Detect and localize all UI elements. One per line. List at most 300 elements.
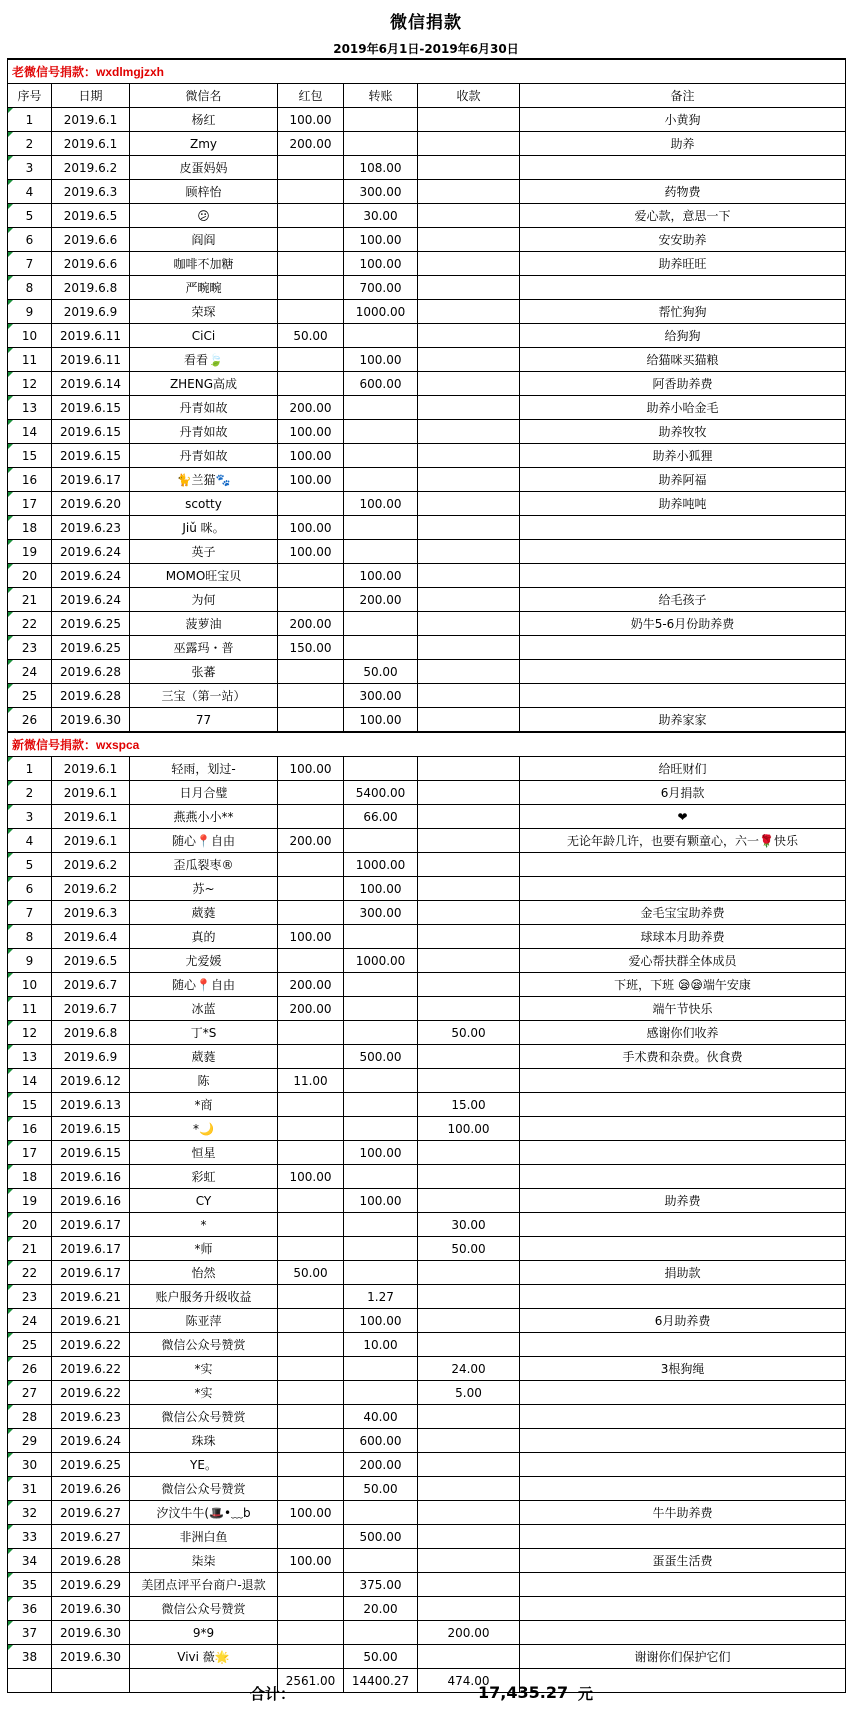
- corner-mark-icon: [8, 1333, 13, 1338]
- table-row: [8, 156, 846, 180]
- cell-hongbao: [278, 348, 344, 372]
- cell-note: [520, 1237, 846, 1261]
- table-row: [8, 180, 846, 204]
- cell-date: 2019.6.2: [52, 156, 130, 180]
- cell-zhuanzhang: 100.00: [344, 564, 418, 588]
- cell-hongbao: [278, 564, 344, 588]
- corner-mark-icon: [8, 612, 13, 617]
- cell-zhuanzhang: [344, 1069, 418, 1093]
- cell-hongbao: 100.00: [278, 108, 344, 132]
- cell-zhuanzhang: [344, 516, 418, 540]
- cell-note: 感谢你们收养: [520, 1021, 846, 1045]
- cell-note: 6月捐款: [520, 781, 846, 805]
- table-row: [8, 636, 846, 660]
- cell-note: 助养: [520, 132, 846, 156]
- cell-name: *🌙: [130, 1117, 278, 1141]
- cell-name: 账户服务升级收益: [130, 1285, 278, 1309]
- table-row: [8, 204, 846, 228]
- cell-zhuanzhang: [344, 1093, 418, 1117]
- cell-note: [520, 636, 846, 660]
- cell-shoukuan: [418, 276, 520, 300]
- cell-hongbao: [278, 1333, 344, 1357]
- cell-index: 21: [8, 1237, 52, 1261]
- cell-note: 给毛孩子: [520, 588, 846, 612]
- table-row: [8, 300, 846, 324]
- cell-date: 2019.6.6: [52, 252, 130, 276]
- cell-shoukuan: [418, 396, 520, 420]
- cell-date: 2019.6.20: [52, 492, 130, 516]
- cell-zhuanzhang: 5400.00: [344, 781, 418, 805]
- cell-zhuanzhang: 100.00: [344, 708, 418, 733]
- cell-hongbao: [278, 1189, 344, 1213]
- cell-name: 张蕃: [130, 660, 278, 684]
- column-header: 红包: [278, 84, 344, 108]
- corner-mark-icon: [8, 1549, 13, 1554]
- cell-hongbao: [278, 492, 344, 516]
- cell-date: 2019.6.12: [52, 1069, 130, 1093]
- cell-hongbao: [278, 180, 344, 204]
- cell-hongbao: [278, 1645, 344, 1669]
- table-row: [8, 708, 846, 733]
- cell-date: 2019.6.25: [52, 636, 130, 660]
- cell-note: [520, 1117, 846, 1141]
- cell-index: 15: [8, 444, 52, 468]
- corner-mark-icon: [8, 588, 13, 593]
- table-row: [8, 973, 846, 997]
- table-row: [8, 588, 846, 612]
- table-row: [8, 420, 846, 444]
- corner-mark-icon: [8, 132, 13, 137]
- cell-name: 微信公众号赞赏: [130, 1477, 278, 1501]
- cell-note: 助养家家: [520, 708, 846, 733]
- page-title: 微信捐款: [390, 13, 462, 33]
- column-header: 微信名: [130, 84, 278, 108]
- cell-hongbao: 100.00: [278, 468, 344, 492]
- cell-date: 2019.6.25: [52, 1453, 130, 1477]
- cell-name: 咖啡不加糖: [130, 252, 278, 276]
- cell-name: 丁*S: [130, 1021, 278, 1045]
- cell-hongbao: 200.00: [278, 396, 344, 420]
- table-row: [8, 1261, 846, 1285]
- cell-zhuanzhang: 10.00: [344, 1333, 418, 1357]
- cell-note: [520, 516, 846, 540]
- corner-mark-icon: [8, 1645, 13, 1650]
- cell-date: 2019.6.24: [52, 540, 130, 564]
- cell-note: 手术费和杂费。伙食费: [520, 1045, 846, 1069]
- corner-mark-icon: [8, 348, 13, 353]
- cell-name: 微信公众号赞赏: [130, 1405, 278, 1429]
- cell-name: *师: [130, 1237, 278, 1261]
- cell-shoukuan: 200.00: [418, 1621, 520, 1645]
- cell-shoukuan: [418, 708, 520, 733]
- table-row: [8, 1621, 846, 1645]
- cell-date: 2019.6.17: [52, 1261, 130, 1285]
- date-range: 2019年6月1日-2019年6月30日: [333, 42, 519, 56]
- table-row: [8, 1117, 846, 1141]
- corner-mark-icon: [8, 660, 13, 665]
- cell-hongbao: 100.00: [278, 1549, 344, 1573]
- section-label: 新微信号捐款：wxspca: [8, 732, 846, 757]
- corner-mark-icon: [8, 1501, 13, 1506]
- cell-note: [520, 156, 846, 180]
- cell-shoukuan: [418, 1189, 520, 1213]
- cell-hongbao: 200.00: [278, 997, 344, 1021]
- cell-zhuanzhang: 100.00: [344, 252, 418, 276]
- grand-total-amount: 17,435.27: [478, 1683, 569, 1702]
- header-row: [8, 84, 846, 108]
- corner-mark-icon: [8, 708, 13, 713]
- cell-name: 三宝（第一站）: [130, 684, 278, 708]
- cell-hongbao: [278, 1597, 344, 1621]
- cell-name: 阎阎: [130, 228, 278, 252]
- cell-index: 21: [8, 588, 52, 612]
- cell-note: [520, 877, 846, 901]
- cell-zhuanzhang: [344, 1261, 418, 1285]
- cell-name: 燕燕小小**: [130, 805, 278, 829]
- cell-note: 下班，下班 😪😪端午安康: [520, 973, 846, 997]
- cell-name: MOMO旺宝贝: [130, 564, 278, 588]
- cell-name: 77: [130, 708, 278, 733]
- cell-note: 助养吨吨: [520, 492, 846, 516]
- cell-index: 25: [8, 684, 52, 708]
- cell-hongbao: 100.00: [278, 1165, 344, 1189]
- corner-mark-icon: [8, 228, 13, 233]
- cell-date: 2019.6.30: [52, 1597, 130, 1621]
- cell-index: 37: [8, 1621, 52, 1645]
- cell-shoukuan: [418, 588, 520, 612]
- cell-hongbao: [278, 684, 344, 708]
- cell-name: 微信公众号赞赏: [130, 1333, 278, 1357]
- cell-hongbao: [278, 1525, 344, 1549]
- cell-shoukuan: [418, 324, 520, 348]
- corner-mark-icon: [8, 564, 13, 569]
- cell-shoukuan: [418, 612, 520, 636]
- cell-name: 尤爱媛: [130, 949, 278, 973]
- cell-note: [520, 1069, 846, 1093]
- cell-date: 2019.6.15: [52, 420, 130, 444]
- cell-shoukuan: [418, 492, 520, 516]
- table-row: [8, 1453, 846, 1477]
- cell-index: 18: [8, 516, 52, 540]
- cell-date: 2019.6.1: [52, 829, 130, 853]
- cell-name: scotty: [130, 492, 278, 516]
- cell-index: 33: [8, 1525, 52, 1549]
- cell-shoukuan: [418, 1645, 520, 1669]
- cell-note: [520, 564, 846, 588]
- cell-zhuanzhang: 100.00: [344, 348, 418, 372]
- cell-shoukuan: [418, 1141, 520, 1165]
- cell-date: 2019.6.21: [52, 1285, 130, 1309]
- cell-zhuanzhang: 200.00: [344, 588, 418, 612]
- cell-zhuanzhang: 20.00: [344, 1597, 418, 1621]
- cell-note: [520, 1429, 846, 1453]
- cell-shoukuan: [418, 372, 520, 396]
- cell-zhuanzhang: [344, 1621, 418, 1645]
- cell-note: 爱心帮扶群全体成员: [520, 949, 846, 973]
- cell-zhuanzhang: [344, 997, 418, 1021]
- cell-hongbao: 50.00: [278, 324, 344, 348]
- cell-hongbao: [278, 901, 344, 925]
- cell-shoukuan: [418, 204, 520, 228]
- cell-zhuanzhang: [344, 420, 418, 444]
- cell-date: 2019.6.30: [52, 1645, 130, 1669]
- cell-index: 8: [8, 276, 52, 300]
- cell-name: 为何: [130, 588, 278, 612]
- table-row: [8, 1549, 846, 1573]
- cell-index: 1: [8, 108, 52, 132]
- cell-note: 捐助款: [520, 1261, 846, 1285]
- table-row: [8, 516, 846, 540]
- corner-mark-icon: [8, 949, 13, 954]
- cell-hongbao: 100.00: [278, 925, 344, 949]
- corner-mark-icon: [8, 324, 13, 329]
- cell-note: 助养费: [520, 1189, 846, 1213]
- cell-shoukuan: 24.00: [418, 1357, 520, 1381]
- cell-shoukuan: [418, 660, 520, 684]
- cell-name: *实: [130, 1381, 278, 1405]
- cell-index: 23: [8, 1285, 52, 1309]
- cell-zhuanzhang: 1000.00: [344, 949, 418, 973]
- cell-zhuanzhang: [344, 468, 418, 492]
- cell-zhuanzhang: [344, 540, 418, 564]
- table-row: [8, 684, 846, 708]
- cell-name: 非洲白鱼: [130, 1525, 278, 1549]
- cell-index: 26: [8, 1357, 52, 1381]
- cell-hongbao: 100.00: [278, 540, 344, 564]
- cell-note: 助养小哈金毛: [520, 396, 846, 420]
- cell-date: 2019.6.14: [52, 372, 130, 396]
- cell-hongbao: 150.00: [278, 636, 344, 660]
- cell-hongbao: [278, 805, 344, 829]
- cell-zhuanzhang: [344, 444, 418, 468]
- cell-date: 2019.6.1: [52, 781, 130, 805]
- cell-zhuanzhang: 100.00: [344, 877, 418, 901]
- corner-mark-icon: [8, 156, 13, 161]
- column-header: 日期: [52, 84, 130, 108]
- cell-date: 2019.6.9: [52, 300, 130, 324]
- cell-hongbao: [278, 372, 344, 396]
- table-row: [8, 757, 846, 781]
- cell-index: 36: [8, 1597, 52, 1621]
- cell-shoukuan: [418, 684, 520, 708]
- corner-mark-icon: [8, 1021, 13, 1026]
- cell-shoukuan: [418, 925, 520, 949]
- cell-shoukuan: [418, 997, 520, 1021]
- cell-index: 17: [8, 1141, 52, 1165]
- cell-zhuanzhang: 200.00: [344, 1453, 418, 1477]
- cell-zhuanzhang: 500.00: [344, 1525, 418, 1549]
- table-row: [8, 1477, 846, 1501]
- corner-mark-icon: [8, 492, 13, 497]
- cell-index: 18: [8, 1165, 52, 1189]
- cell-shoukuan: [418, 516, 520, 540]
- cell-shoukuan: [418, 468, 520, 492]
- corner-mark-icon: [8, 973, 13, 978]
- corner-mark-icon: [8, 1381, 13, 1386]
- table-row: [8, 1525, 846, 1549]
- totals-row: [8, 1669, 846, 1693]
- cell-note: 助养牧牧: [520, 420, 846, 444]
- corner-mark-icon: [8, 1261, 13, 1266]
- cell-hongbao: [278, 1381, 344, 1405]
- cell-date: 2019.6.9: [52, 1045, 130, 1069]
- cell-zhuanzhang: [344, 108, 418, 132]
- cell-date: 2019.6.21: [52, 1309, 130, 1333]
- cell-shoukuan: [418, 156, 520, 180]
- table-row: [8, 1645, 846, 1669]
- table-row: [8, 1573, 846, 1597]
- empty-cell: [520, 1669, 846, 1693]
- column-header: 序号: [8, 84, 52, 108]
- cell-hongbao: [278, 1453, 344, 1477]
- corner-mark-icon: [8, 396, 13, 401]
- cell-name: 丹青如故: [130, 420, 278, 444]
- cell-index: 23: [8, 636, 52, 660]
- cell-date: 2019.6.27: [52, 1501, 130, 1525]
- table-row: [8, 108, 846, 132]
- cell-shoukuan: [418, 1429, 520, 1453]
- cell-hongbao: [278, 1141, 344, 1165]
- cell-note: 助养小狐狸: [520, 444, 846, 468]
- cell-index: 13: [8, 396, 52, 420]
- cell-note: 奶牛5-6月份助养费: [520, 612, 846, 636]
- cell-name: 微信公众号赞赏: [130, 1597, 278, 1621]
- total-hongbao: 2561.00: [278, 1669, 344, 1693]
- cell-hongbao: 200.00: [278, 973, 344, 997]
- cell-shoukuan: [418, 805, 520, 829]
- cell-zhuanzhang: 50.00: [344, 660, 418, 684]
- cell-zhuanzhang: [344, 612, 418, 636]
- cell-index: 28: [8, 1405, 52, 1429]
- cell-date: 2019.6.30: [52, 708, 130, 733]
- cell-index: 32: [8, 1501, 52, 1525]
- cell-name: 严畹畹: [130, 276, 278, 300]
- cell-date: 2019.6.2: [52, 877, 130, 901]
- cell-index: 14: [8, 1069, 52, 1093]
- corner-mark-icon: [8, 997, 13, 1002]
- table-row: [8, 1045, 846, 1069]
- cell-shoukuan: [418, 781, 520, 805]
- cell-note: [520, 1525, 846, 1549]
- cell-date: 2019.6.1: [52, 805, 130, 829]
- cell-name: 苏~: [130, 877, 278, 901]
- cell-name: 随心📍自由: [130, 829, 278, 853]
- cell-date: 2019.6.24: [52, 564, 130, 588]
- corner-mark-icon: [8, 1141, 13, 1146]
- cell-shoukuan: [418, 636, 520, 660]
- cell-index: 22: [8, 1261, 52, 1285]
- cell-zhuanzhang: 1000.00: [344, 853, 418, 877]
- cell-index: 2: [8, 781, 52, 805]
- cell-name: 丹青如故: [130, 396, 278, 420]
- corner-mark-icon: [8, 1525, 13, 1530]
- cell-shoukuan: [418, 564, 520, 588]
- cell-name: 看看🍃: [130, 348, 278, 372]
- table-row: [8, 1069, 846, 1093]
- corner-mark-icon: [8, 204, 13, 209]
- cell-index: 12: [8, 1021, 52, 1045]
- cell-shoukuan: 15.00: [418, 1093, 520, 1117]
- cell-index: 3: [8, 156, 52, 180]
- cell-hongbao: [278, 877, 344, 901]
- cell-index: 20: [8, 1213, 52, 1237]
- corner-mark-icon: [8, 805, 13, 810]
- cell-note: 谢谢你们保护它们: [520, 1645, 846, 1669]
- cell-date: 2019.6.27: [52, 1525, 130, 1549]
- cell-date: 2019.6.28: [52, 1549, 130, 1573]
- cell-shoukuan: [418, 1045, 520, 1069]
- cell-date: 2019.6.15: [52, 444, 130, 468]
- table-row: [8, 829, 846, 853]
- cell-shoukuan: [418, 1285, 520, 1309]
- cell-date: 2019.6.8: [52, 1021, 130, 1045]
- cell-date: 2019.6.25: [52, 612, 130, 636]
- corner-mark-icon: [8, 1213, 13, 1218]
- cell-zhuanzhang: [344, 757, 418, 781]
- cell-name: 美团点评平台商户-退款: [130, 1573, 278, 1597]
- cell-hongbao: [278, 660, 344, 684]
- cell-zhuanzhang: [344, 1501, 418, 1525]
- cell-name: 丹青如故: [130, 444, 278, 468]
- cell-name: 恒星: [130, 1141, 278, 1165]
- cell-hongbao: [278, 276, 344, 300]
- cell-hongbao: 200.00: [278, 829, 344, 853]
- cell-note: 6月助养费: [520, 1309, 846, 1333]
- cell-note: [520, 1405, 846, 1429]
- cell-name: 冰蓝: [130, 997, 278, 1021]
- cell-name: 葳蕤: [130, 901, 278, 925]
- cell-name: 🐈兰猫🐾: [130, 468, 278, 492]
- cell-note: 无论年龄几许，也要有颗童心，六一🌹快乐: [520, 829, 846, 853]
- corner-mark-icon: [8, 540, 13, 545]
- cell-hongbao: [278, 853, 344, 877]
- grand-total-label: 合计：: [250, 1685, 296, 1703]
- cell-hongbao: [278, 1093, 344, 1117]
- table-row: [8, 1429, 846, 1453]
- cell-name: 荣琛: [130, 300, 278, 324]
- cell-date: 2019.6.28: [52, 684, 130, 708]
- cell-zhuanzhang: [344, 973, 418, 997]
- corner-mark-icon: [8, 468, 13, 473]
- cell-zhuanzhang: 375.00: [344, 1573, 418, 1597]
- cell-name: ZHENG高成: [130, 372, 278, 396]
- cell-zhuanzhang: [344, 636, 418, 660]
- cell-hongbao: [278, 1477, 344, 1501]
- cell-date: 2019.6.16: [52, 1189, 130, 1213]
- table-row: [8, 1357, 846, 1381]
- column-header: 转账: [344, 84, 418, 108]
- cell-name: 日月合璧: [130, 781, 278, 805]
- cell-date: 2019.6.15: [52, 396, 130, 420]
- donation-table: [7, 58, 846, 1693]
- cell-name: 陈亚萍: [130, 1309, 278, 1333]
- cell-date: 2019.6.11: [52, 348, 130, 372]
- cell-index: 17: [8, 492, 52, 516]
- cell-date: 2019.6.17: [52, 1237, 130, 1261]
- cell-shoukuan: [418, 252, 520, 276]
- corner-mark-icon: [8, 925, 13, 930]
- table-row: [8, 252, 846, 276]
- total-zhuanzhang: 14400.27: [344, 1669, 418, 1693]
- table-row: [8, 1237, 846, 1261]
- cell-shoukuan: [418, 901, 520, 925]
- cell-hongbao: [278, 1237, 344, 1261]
- cell-date: 2019.6.23: [52, 1405, 130, 1429]
- cell-shoukuan: 50.00: [418, 1237, 520, 1261]
- cell-zhuanzhang: [344, 1165, 418, 1189]
- table-row: [8, 1333, 846, 1357]
- cell-name: 陈: [130, 1069, 278, 1093]
